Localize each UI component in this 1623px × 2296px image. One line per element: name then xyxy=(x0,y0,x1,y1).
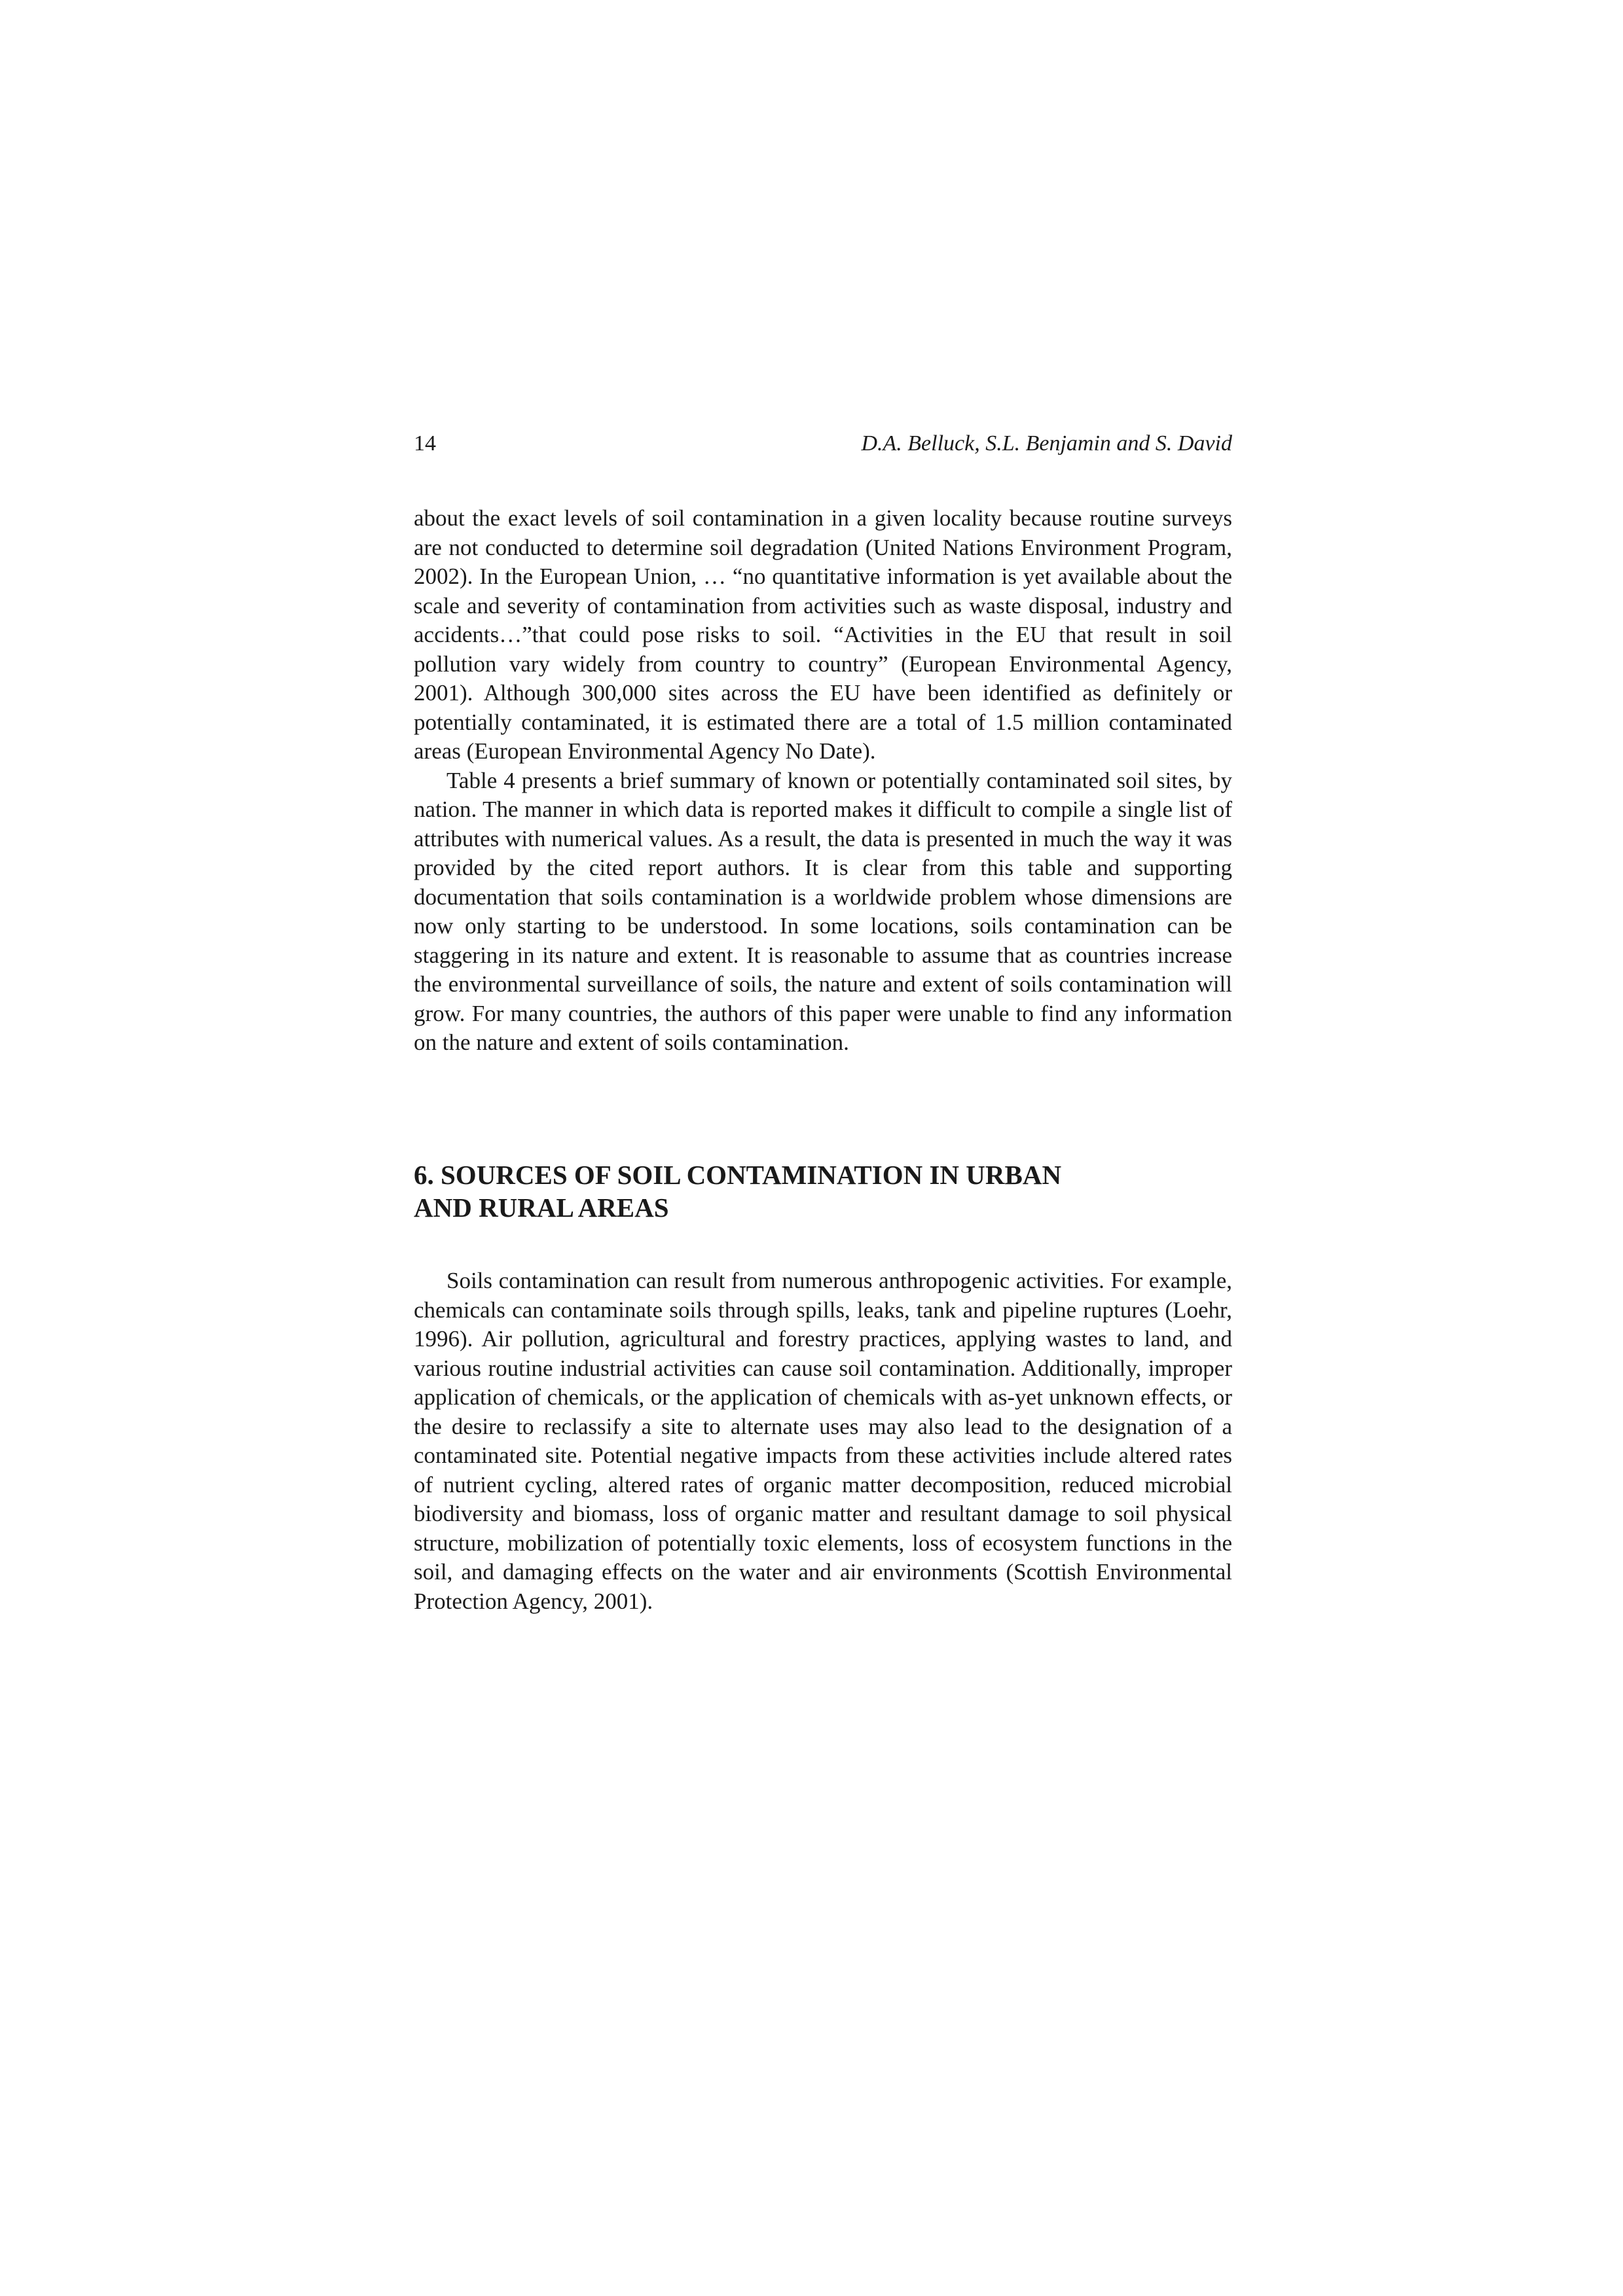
running-title-authors: D.A. Belluck, S.L. Benjamin and S. David xyxy=(861,431,1232,456)
paragraph-continued: about the exact levels of soil contamination in a given locality because routine surveys are not conducted to determine soil degradation (United Nations Environment Program, 2002). In the European Union, … “no quantitative information is yet available about the scale and severity of contamination from activities such as waste disposal, industry and accidents…”that could pose risks to soil. “Activities in the EU that result in soil pollution vary widely from country to country” (European Environmental Agency, 2001). Although 300,000 sites across the EU have been identified as definitely or potentially contaminated, it is estimated there are a total of 1.5 million contaminated areas (European Environmental Agency No Date). xyxy=(414,505,1232,764)
page-number: 14 xyxy=(414,431,436,456)
running-head xyxy=(414,424,1232,463)
paragraph-table-4-summary: Table 4 presents a brief summary of known or potentially contaminated soil sites, by nation. The manner in which data is reported makes it difficult to compile a single list of attributes with numerical values. As a result, the data is presented in much the way it was provided by the cited report authors. It is clear from this table and supporting documentation that soils contamination is a worldwide problem whose dimensions are now only starting to be understood. In some locations, soils contamination can be staggering in its nature and extent. It is reasonable to assume that as countries increase the environmental surveillance of soils, the nature and extent of soils contamination will grow. For many countries, the authors of this paper were unable to find any information on the nature and extent of soils contamination. xyxy=(414,767,1232,1055)
body-text-top xyxy=(414,504,1232,1058)
section-heading-line-2: AND RURAL AREAS xyxy=(414,1193,669,1223)
paragraph-sources: Soils contamination can result from numerous anthropogenic activities. For example, chemicals can contaminate soils through spills, leaks, tank and pipeline ruptures (Loehr, 1996). Air pollution, agricultural and forestry practices, applying wastes to land, and various routine industrial activities can cause soil contamination. Additionally, improper application of chemicals, or the application of chemicals with as-yet unknown effects, or the desire to reclassify a site to alternate uses may also lead to the designation of a contaminated site. Potential negative impacts from these activities include altered rates of nutrient cycling, altered rates of organic matter decomposition, reduced microbial biodiversity and biomass, loss of organic matter and resultant damage to soil physical structure, mobilization of potentially toxic elements, loss of ecosystem functions in the soil, and damaging effects on the water and air environments (Scottish Environmental Protection Agency, 2001). xyxy=(414,1268,1232,1614)
section-heading xyxy=(414,1158,1232,1224)
body-text-section-6 xyxy=(414,1266,1232,1616)
section-heading-line-1: 6. SOURCES OF SOIL CONTAMINATION IN URBAN xyxy=(414,1160,1062,1190)
